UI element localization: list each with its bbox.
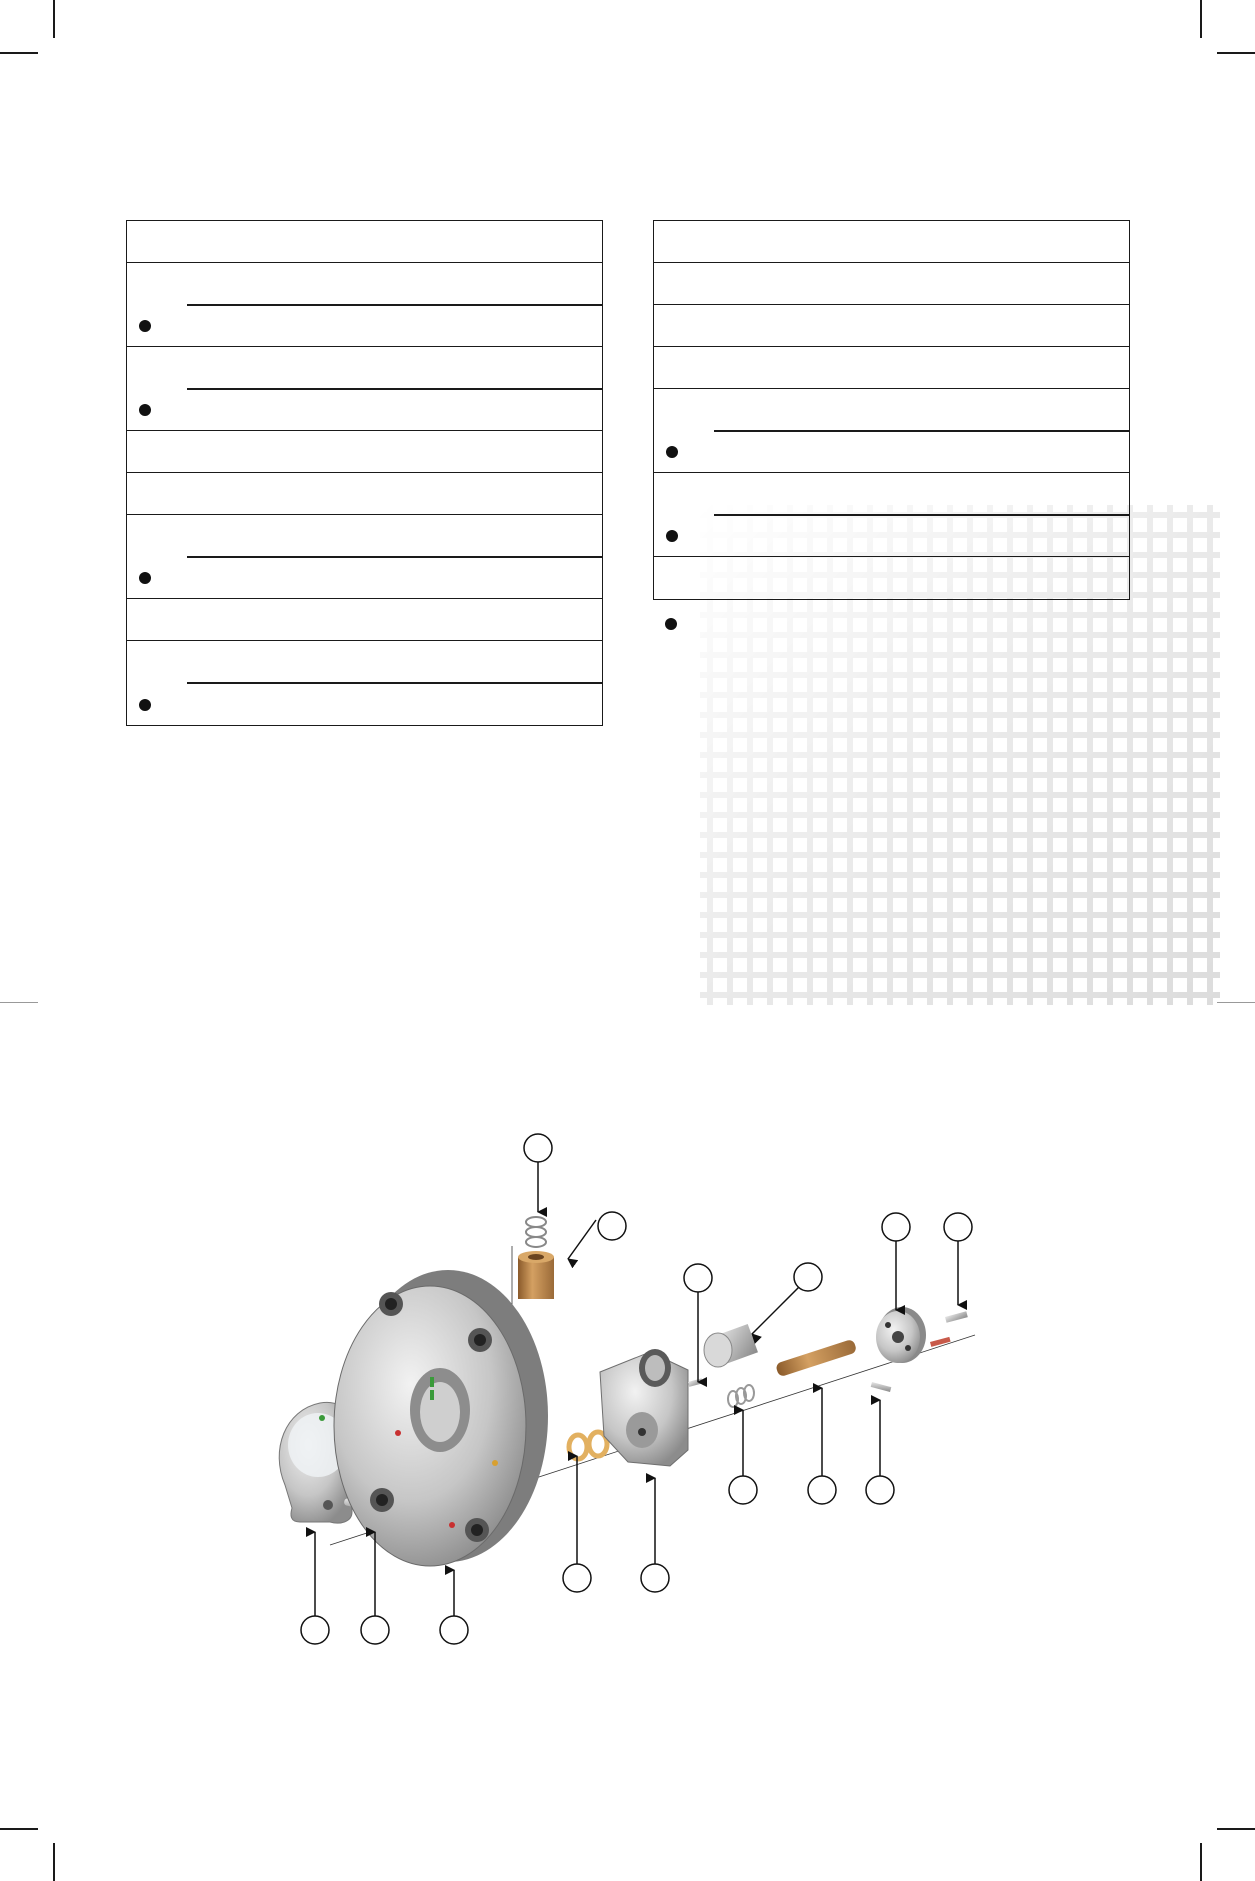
callout-circle — [882, 1213, 910, 1241]
bullet-icon — [139, 699, 151, 711]
crop-mark-mid-left — [0, 1002, 38, 1003]
spring-part — [526, 1217, 546, 1247]
table-row — [654, 305, 1129, 347]
crop-mark-bottom-right-v — [1200, 1843, 1202, 1881]
table-row — [654, 263, 1129, 305]
table-row — [654, 221, 1129, 263]
callout-circle — [361, 1616, 389, 1644]
crop-mark-top-left-h — [0, 52, 38, 54]
right-parts-table — [653, 220, 1130, 600]
crop-mark-bottom-left-h — [0, 1828, 38, 1830]
table-row — [127, 221, 602, 263]
left-parts-table — [126, 220, 603, 726]
callout-circle — [440, 1616, 468, 1644]
crop-mark-top-left-v — [53, 0, 55, 38]
screw-part — [930, 1311, 968, 1347]
table-row — [127, 641, 602, 725]
cam-block-part — [600, 1349, 688, 1466]
bullet-icon — [139, 572, 151, 584]
callout-circle — [563, 1564, 591, 1592]
brass-bushing-part — [518, 1251, 554, 1299]
table-row — [127, 599, 602, 641]
callout-circle — [808, 1476, 836, 1504]
crop-mark-top-right-v — [1200, 0, 1202, 38]
callout-circle — [524, 1134, 552, 1162]
footnote-bullet-icon — [665, 618, 677, 630]
crop-mark-mid-right — [1217, 1002, 1255, 1003]
callout-circle — [301, 1616, 329, 1644]
pin-right-part — [871, 1382, 892, 1392]
end-disc-part — [876, 1307, 926, 1363]
callout-circle — [598, 1212, 626, 1240]
callout-circle — [641, 1564, 669, 1592]
bullet-icon — [139, 320, 151, 332]
callout-circle — [866, 1476, 894, 1504]
spring-small-part — [728, 1385, 754, 1407]
crop-mark-bottom-left-v — [53, 1843, 55, 1881]
table-row — [654, 557, 1129, 599]
crop-mark-bottom-right-h — [1217, 1828, 1255, 1830]
table-row — [654, 473, 1129, 557]
housing-disc-part — [334, 1270, 548, 1566]
cylinder-cap-part — [704, 1324, 758, 1367]
bullet-icon — [139, 404, 151, 416]
callout-circle — [729, 1476, 757, 1504]
table-row — [654, 347, 1129, 389]
callout-circle — [684, 1264, 712, 1292]
table-row — [654, 389, 1129, 473]
table-row — [127, 263, 602, 347]
bullet-icon — [666, 530, 678, 542]
crop-mark-top-right-h — [1217, 52, 1255, 54]
table-row — [127, 515, 602, 599]
table-row — [127, 347, 602, 431]
brass-shaft-part — [775, 1339, 857, 1378]
washers-part — [569, 1432, 607, 1459]
exploded-parts-diagram — [0, 1120, 1255, 1680]
table-row — [127, 473, 602, 515]
bullet-icon — [666, 446, 678, 458]
table-row — [127, 431, 602, 473]
callout-circle — [794, 1263, 822, 1291]
callout-circle — [944, 1213, 972, 1241]
small-pin-part — [688, 1378, 703, 1386]
